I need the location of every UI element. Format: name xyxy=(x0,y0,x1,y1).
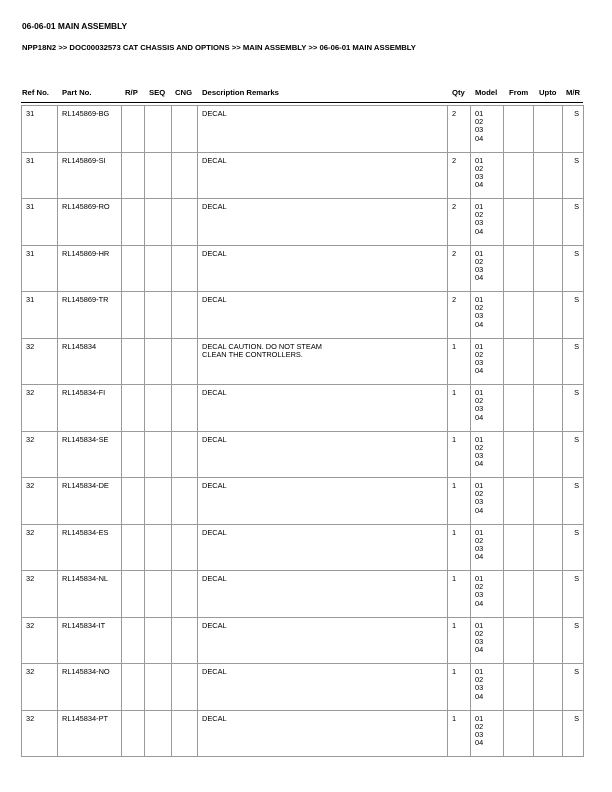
model-cell xyxy=(471,617,504,664)
seq-cell xyxy=(145,571,172,618)
model-code: 01 xyxy=(475,620,484,630)
description-line: DECAL xyxy=(202,620,227,630)
model-cell xyxy=(471,292,504,339)
col-header-upto: Upto xyxy=(539,88,557,97)
model-code: 04 xyxy=(475,598,484,608)
model-code: 04 xyxy=(475,552,484,562)
col-header-rp: R/P xyxy=(125,88,138,97)
description-line: DECAL xyxy=(202,155,227,165)
table-row xyxy=(22,571,584,618)
upto-cell xyxy=(534,338,563,385)
rp-cell xyxy=(122,199,145,246)
cng-cell xyxy=(172,199,198,246)
model-code: 04 xyxy=(475,412,484,422)
upto-cell xyxy=(534,385,563,432)
from-cell xyxy=(504,245,534,292)
ref-no-cell: 32 xyxy=(22,431,58,478)
from-cell xyxy=(504,152,534,199)
description-line: DECAL xyxy=(202,667,227,676)
table-row xyxy=(22,385,584,432)
cng-cell xyxy=(172,292,198,339)
model-code: 02 xyxy=(475,163,484,173)
upto-cell xyxy=(534,292,563,339)
from-cell xyxy=(504,199,534,246)
part-no-cell: RL145834-ES xyxy=(58,524,122,571)
description-line: DECAL xyxy=(202,388,227,397)
model-code: 01 xyxy=(475,388,484,397)
model-code: 04 xyxy=(475,319,484,329)
qty-cell: 1 xyxy=(448,571,471,618)
cng-cell xyxy=(172,571,198,618)
model-code: 02 xyxy=(475,349,484,359)
model-code: 01 xyxy=(475,341,484,351)
qty-cell: 2 xyxy=(448,152,471,199)
model-cell xyxy=(471,571,504,618)
qty-cell: 1 xyxy=(448,710,471,757)
model-code: 02 xyxy=(475,628,484,638)
ref-no-cell: 32 xyxy=(22,664,58,711)
description-cell xyxy=(198,617,448,664)
qty-cell: 2 xyxy=(448,199,471,246)
col-header-qty: Qty xyxy=(452,88,465,97)
ref-no-cell: 32 xyxy=(22,478,58,525)
model-cell xyxy=(471,245,504,292)
model-code: 03 xyxy=(475,636,484,646)
ref-no-cell: 32 xyxy=(22,617,58,664)
col-header-mr: M/R xyxy=(566,88,581,97)
model-code: 03 xyxy=(475,543,484,553)
mr-cell: S xyxy=(563,152,584,199)
description-cell xyxy=(198,152,448,199)
rp-cell xyxy=(122,385,145,432)
model-code: 01 xyxy=(475,481,484,490)
page-title: 06-06-01 MAIN ASSEMBLY xyxy=(22,21,128,31)
rp-cell xyxy=(122,245,145,292)
part-no-cell: RL145869-RO xyxy=(58,199,122,246)
mr-cell: S xyxy=(563,199,584,246)
model-cell xyxy=(471,338,504,385)
seq-cell xyxy=(145,664,172,711)
part-no-cell: RL145834 xyxy=(58,338,122,385)
col-header-cng: CNG xyxy=(175,88,193,97)
model-code: 03 xyxy=(475,497,484,507)
description-line: DECAL xyxy=(202,202,227,211)
mr-cell: S xyxy=(563,431,584,478)
description-line: DECAL xyxy=(202,434,227,444)
seq-cell xyxy=(145,524,172,571)
ref-no-cell: 32 xyxy=(22,710,58,757)
seq-cell xyxy=(145,617,172,664)
description-cell xyxy=(198,710,448,757)
col-header-ref: Ref No. xyxy=(22,88,49,97)
model-code: 02 xyxy=(475,117,484,127)
description-cell xyxy=(198,199,448,246)
from-cell xyxy=(504,338,534,385)
upto-cell xyxy=(534,106,563,153)
col-header-desc: Description Remarks xyxy=(202,88,279,97)
table-row xyxy=(22,199,584,246)
part-no-cell: RL145869-HR xyxy=(58,245,122,292)
col-header-seq: SEQ xyxy=(149,88,166,97)
description-line: DECAL xyxy=(202,109,227,118)
cng-cell xyxy=(172,664,198,711)
mr-cell: S xyxy=(563,617,584,664)
ref-no-cell: 32 xyxy=(22,338,58,385)
from-cell xyxy=(504,431,534,478)
rp-cell xyxy=(122,571,145,618)
model-code: 04 xyxy=(475,180,484,190)
table-row xyxy=(22,664,584,711)
qty-cell: 1 xyxy=(448,478,471,525)
description-cell xyxy=(198,524,448,571)
model-cell xyxy=(471,710,504,757)
description-line: DECAL xyxy=(202,248,227,258)
col-header-from: From xyxy=(509,88,529,97)
mr-cell: S xyxy=(563,664,584,711)
model-code: 01 xyxy=(475,713,484,723)
qty-cell: 1 xyxy=(448,338,471,385)
model-cell xyxy=(471,431,504,478)
part-no-cell: RL145834-PT xyxy=(58,710,122,757)
ref-no-cell: 32 xyxy=(22,385,58,432)
col-header-part: Part No. xyxy=(62,88,92,97)
part-no-cell: RL145834-NO xyxy=(58,664,122,711)
description-cell xyxy=(198,571,448,618)
ref-no-cell: 31 xyxy=(22,152,58,199)
mr-cell: S xyxy=(563,571,584,618)
model-cell xyxy=(471,664,504,711)
seq-cell xyxy=(145,199,172,246)
ref-no-cell: 31 xyxy=(22,106,58,153)
model-code: 02 xyxy=(475,303,484,313)
description-line: DECAL xyxy=(202,713,227,723)
model-code: 03 xyxy=(475,357,484,367)
seq-cell xyxy=(145,385,172,432)
model-code: 02 xyxy=(475,675,484,685)
qty-cell: 2 xyxy=(448,292,471,339)
upto-cell xyxy=(534,524,563,571)
model-code: 03 xyxy=(475,404,484,414)
model-cell xyxy=(471,524,504,571)
description-cell xyxy=(198,431,448,478)
model-code: 02 xyxy=(475,210,484,220)
model-code: 04 xyxy=(475,505,484,515)
model-code: 01 xyxy=(475,202,484,211)
model-code: 04 xyxy=(475,226,484,236)
seq-cell xyxy=(145,152,172,199)
part-no-cell: RL145869-SI xyxy=(58,152,122,199)
seq-cell xyxy=(145,710,172,757)
seq-cell xyxy=(145,106,172,153)
upto-cell xyxy=(534,152,563,199)
description-cell xyxy=(198,292,448,339)
model-code: 03 xyxy=(475,311,484,321)
table-row xyxy=(22,152,584,199)
table-row xyxy=(22,710,584,757)
description-line: DECAL xyxy=(202,295,227,304)
rp-cell xyxy=(122,664,145,711)
model-code: 01 xyxy=(475,667,484,676)
model-code: 01 xyxy=(475,527,484,537)
model-code: 04 xyxy=(475,691,484,701)
part-no-cell: RL145834-DE xyxy=(58,478,122,525)
header-rule xyxy=(21,102,583,103)
mr-cell: S xyxy=(563,245,584,292)
model-code: 01 xyxy=(475,155,484,165)
table-row xyxy=(22,338,584,385)
upto-cell xyxy=(534,245,563,292)
breadcrumb: NPP18N2 >> DOC00032573 CAT CHASSIS AND OPTIONS >> MAIN ASSEMBLY >> 06-06-01 MAIN ASSEMBLY xyxy=(22,43,416,52)
model-code: 01 xyxy=(475,574,484,583)
part-no-cell: RL145834-FI xyxy=(58,385,122,432)
mr-cell: S xyxy=(563,338,584,385)
model-code: 02 xyxy=(475,582,484,592)
upto-cell xyxy=(534,710,563,757)
seq-cell xyxy=(145,338,172,385)
rp-cell xyxy=(122,478,145,525)
cng-cell xyxy=(172,478,198,525)
from-cell xyxy=(504,571,534,618)
seq-cell xyxy=(145,292,172,339)
table-row xyxy=(22,524,584,571)
upto-cell xyxy=(534,571,563,618)
from-cell xyxy=(504,710,534,757)
mr-cell: S xyxy=(563,710,584,757)
model-code: 01 xyxy=(475,434,484,444)
cng-cell xyxy=(172,617,198,664)
ref-no-cell: 32 xyxy=(22,571,58,618)
model-code: 02 xyxy=(475,489,484,499)
part-no-cell: RL145834-SE xyxy=(58,431,122,478)
model-code: 04 xyxy=(475,273,484,283)
part-no-cell: RL145869-TR xyxy=(58,292,122,339)
description-line: DECAL xyxy=(202,574,227,583)
description-line: CLEAN THE CONTROLLERS. xyxy=(202,349,303,359)
cng-cell xyxy=(172,245,198,292)
upto-cell xyxy=(534,617,563,664)
rp-cell xyxy=(122,292,145,339)
description-line: DECAL xyxy=(202,527,227,537)
cng-cell xyxy=(172,152,198,199)
parts-table xyxy=(21,105,584,757)
cng-cell xyxy=(172,338,198,385)
rp-cell xyxy=(122,617,145,664)
model-code: 03 xyxy=(475,450,484,460)
model-code: 04 xyxy=(475,459,484,469)
ref-no-cell: 31 xyxy=(22,245,58,292)
mr-cell: S xyxy=(563,385,584,432)
model-cell xyxy=(471,106,504,153)
from-cell xyxy=(504,664,534,711)
qty-cell: 1 xyxy=(448,385,471,432)
model-cell xyxy=(471,385,504,432)
from-cell xyxy=(504,106,534,153)
rp-cell xyxy=(122,338,145,385)
from-cell xyxy=(504,478,534,525)
model-code: 02 xyxy=(475,256,484,266)
model-code: 02 xyxy=(475,721,484,731)
mr-cell: S xyxy=(563,106,584,153)
model-code: 01 xyxy=(475,109,484,118)
model-code: 03 xyxy=(475,125,484,135)
qty-cell: 1 xyxy=(448,431,471,478)
rp-cell xyxy=(122,106,145,153)
model-code: 04 xyxy=(475,738,484,748)
cng-cell xyxy=(172,385,198,432)
description-cell xyxy=(198,664,448,711)
cng-cell xyxy=(172,106,198,153)
rp-cell xyxy=(122,710,145,757)
model-code: 03 xyxy=(475,264,484,274)
model-cell xyxy=(471,199,504,246)
parts-table-body xyxy=(22,106,584,757)
model-code: 02 xyxy=(475,535,484,545)
mr-cell: S xyxy=(563,478,584,525)
upto-cell xyxy=(534,431,563,478)
ref-no-cell: 32 xyxy=(22,524,58,571)
description-line: DECAL xyxy=(202,481,227,490)
upto-cell xyxy=(534,664,563,711)
upto-cell xyxy=(534,199,563,246)
model-code: 02 xyxy=(475,442,484,452)
cng-cell xyxy=(172,431,198,478)
table-row xyxy=(22,245,584,292)
qty-cell: 1 xyxy=(448,524,471,571)
model-code: 03 xyxy=(475,218,484,228)
part-no-cell: RL145869-BG xyxy=(58,106,122,153)
rp-cell xyxy=(122,524,145,571)
description-cell xyxy=(198,478,448,525)
seq-cell xyxy=(145,478,172,525)
from-cell xyxy=(504,385,534,432)
from-cell xyxy=(504,617,534,664)
from-cell xyxy=(504,524,534,571)
part-no-cell: RL145834-IT xyxy=(58,617,122,664)
description-line: DECAL CAUTION. DO NOT STEAM xyxy=(202,341,322,351)
cng-cell xyxy=(172,710,198,757)
mr-cell: S xyxy=(563,292,584,339)
table-row xyxy=(22,431,584,478)
seq-cell xyxy=(145,245,172,292)
model-cell xyxy=(471,152,504,199)
table-row xyxy=(22,106,584,153)
model-code: 04 xyxy=(475,133,484,143)
part-no-cell: RL145834-NL xyxy=(58,571,122,618)
model-code: 03 xyxy=(475,171,484,181)
model-code: 03 xyxy=(475,729,484,739)
qty-cell: 1 xyxy=(448,617,471,664)
qty-cell: 2 xyxy=(448,245,471,292)
rp-cell xyxy=(122,152,145,199)
model-cell xyxy=(471,478,504,525)
table-row xyxy=(22,292,584,339)
model-code: 02 xyxy=(475,396,484,406)
cng-cell xyxy=(172,524,198,571)
model-code: 01 xyxy=(475,248,484,258)
description-cell xyxy=(198,385,448,432)
qty-cell: 1 xyxy=(448,664,471,711)
model-code: 04 xyxy=(475,645,484,655)
ref-no-cell: 31 xyxy=(22,292,58,339)
model-code: 04 xyxy=(475,366,484,376)
ref-no-cell: 31 xyxy=(22,199,58,246)
mr-cell: S xyxy=(563,524,584,571)
seq-cell xyxy=(145,431,172,478)
table-row xyxy=(22,478,584,525)
model-code: 03 xyxy=(475,590,484,600)
table-row xyxy=(22,617,584,664)
description-cell xyxy=(198,245,448,292)
col-header-model: Model xyxy=(475,88,498,97)
model-code: 03 xyxy=(475,683,484,693)
upto-cell xyxy=(534,478,563,525)
rp-cell xyxy=(122,431,145,478)
from-cell xyxy=(504,292,534,339)
qty-cell: 2 xyxy=(448,106,471,153)
description-cell xyxy=(198,338,448,385)
model-code: 01 xyxy=(475,295,484,304)
description-cell xyxy=(198,106,448,153)
